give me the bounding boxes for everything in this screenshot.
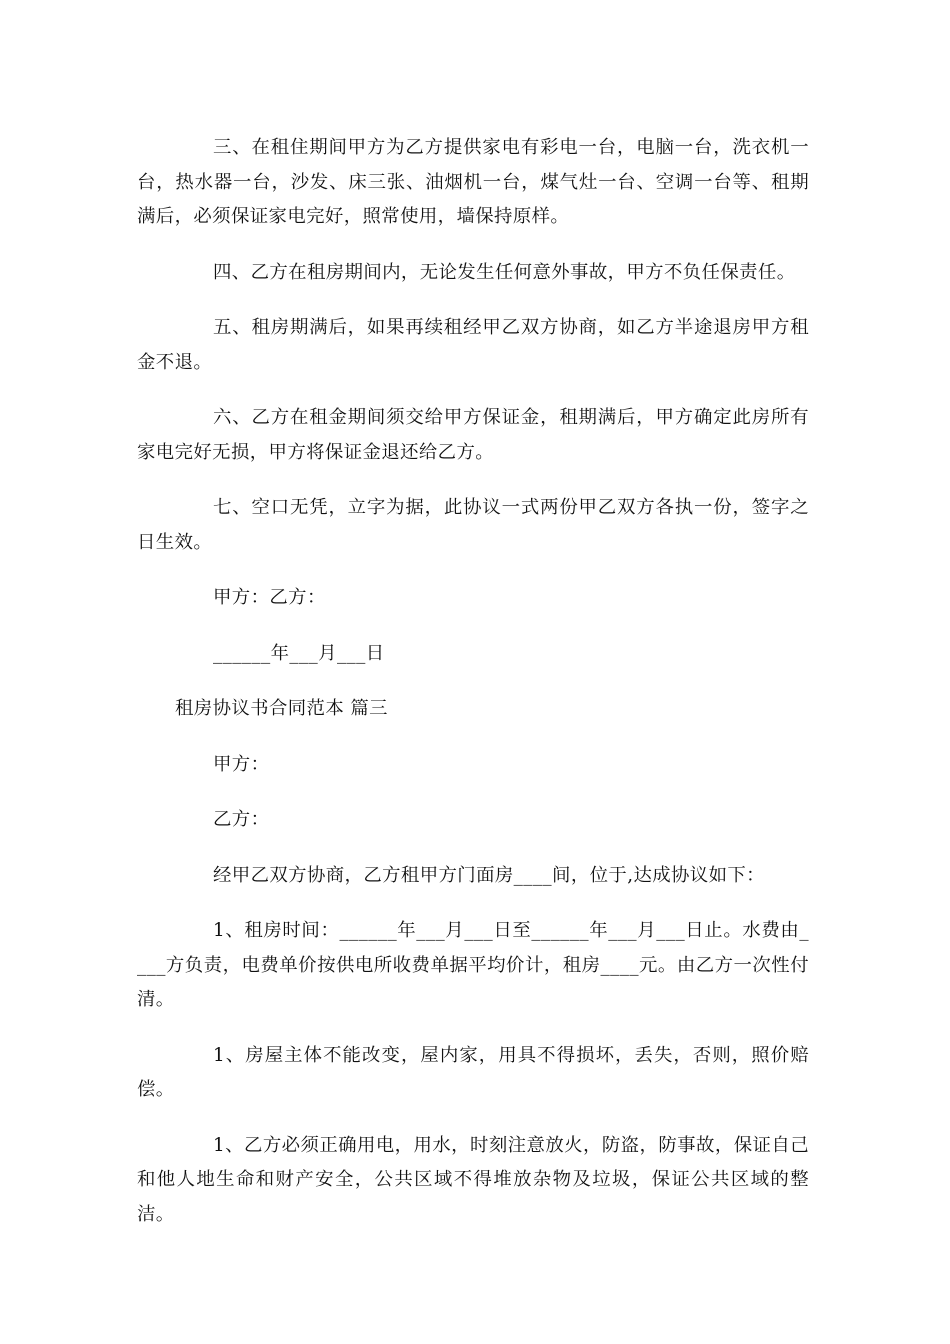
clause-6: 六、乙方在租金期间须交给甲方保证金，租期满后，甲方确定此房所有家电完好无损，甲方将保证金退还给乙方。 [137, 407, 809, 463]
term-structure: 1、房屋主体不能改变，屋内家，用具不得损坏，丢失，否则，照价赔偿。 [137, 1044, 809, 1100]
clause-3: 三、在租住期间甲方为乙方提供家电有彩电一台，电脑一台，洗衣机一台，热水器一台，沙发、床三张、油烟机一台，煤气灶一台、空调一台等、租期满后，必须保证家电完好，照常使用，墙保持原样。 [137, 137, 809, 227]
clause-5: 五、租房期满后，如果再续租经甲乙双方协商，如乙方半途退房甲方租金不退。 [137, 317, 809, 373]
term-safety: 1、乙方必须正确用电，用水，时刻注意放火，防盗，防事故，保证自己和他人地生命和财产安全，公共区域不得堆放杂物及垃圾，保证公共区域的整洁。 [137, 1134, 809, 1225]
document-body [137, 131, 809, 1253]
clause-7: 七、空口无凭，立字为据，此协议一式两份甲乙双方各执一份，签字之日生效。 [137, 497, 809, 553]
agreement-intro: 经甲乙双方协商，乙方租甲方门面房____间，位于,达成协议如下： [213, 864, 765, 886]
party-b-label: 乙方： [213, 809, 270, 830]
signature-date: ______年___月___日 [213, 642, 385, 664]
term-rental-period: 1、租房时间：______年___月___日至______年___月___日止。水费由____方负责，电费单价按供电所收费单据平均价计，租房____元。由乙方一次性付清。 [137, 920, 809, 1010]
signature-parties: 甲方：乙方： [213, 587, 326, 608]
section-title: 租房协议书合同范本 篇三 [175, 698, 388, 719]
clause-4: 四、乙方在租房期间内，无论发生任何意外事故，甲方不负任保责任。 [213, 261, 796, 283]
party-a-label: 甲方： [213, 753, 270, 775]
